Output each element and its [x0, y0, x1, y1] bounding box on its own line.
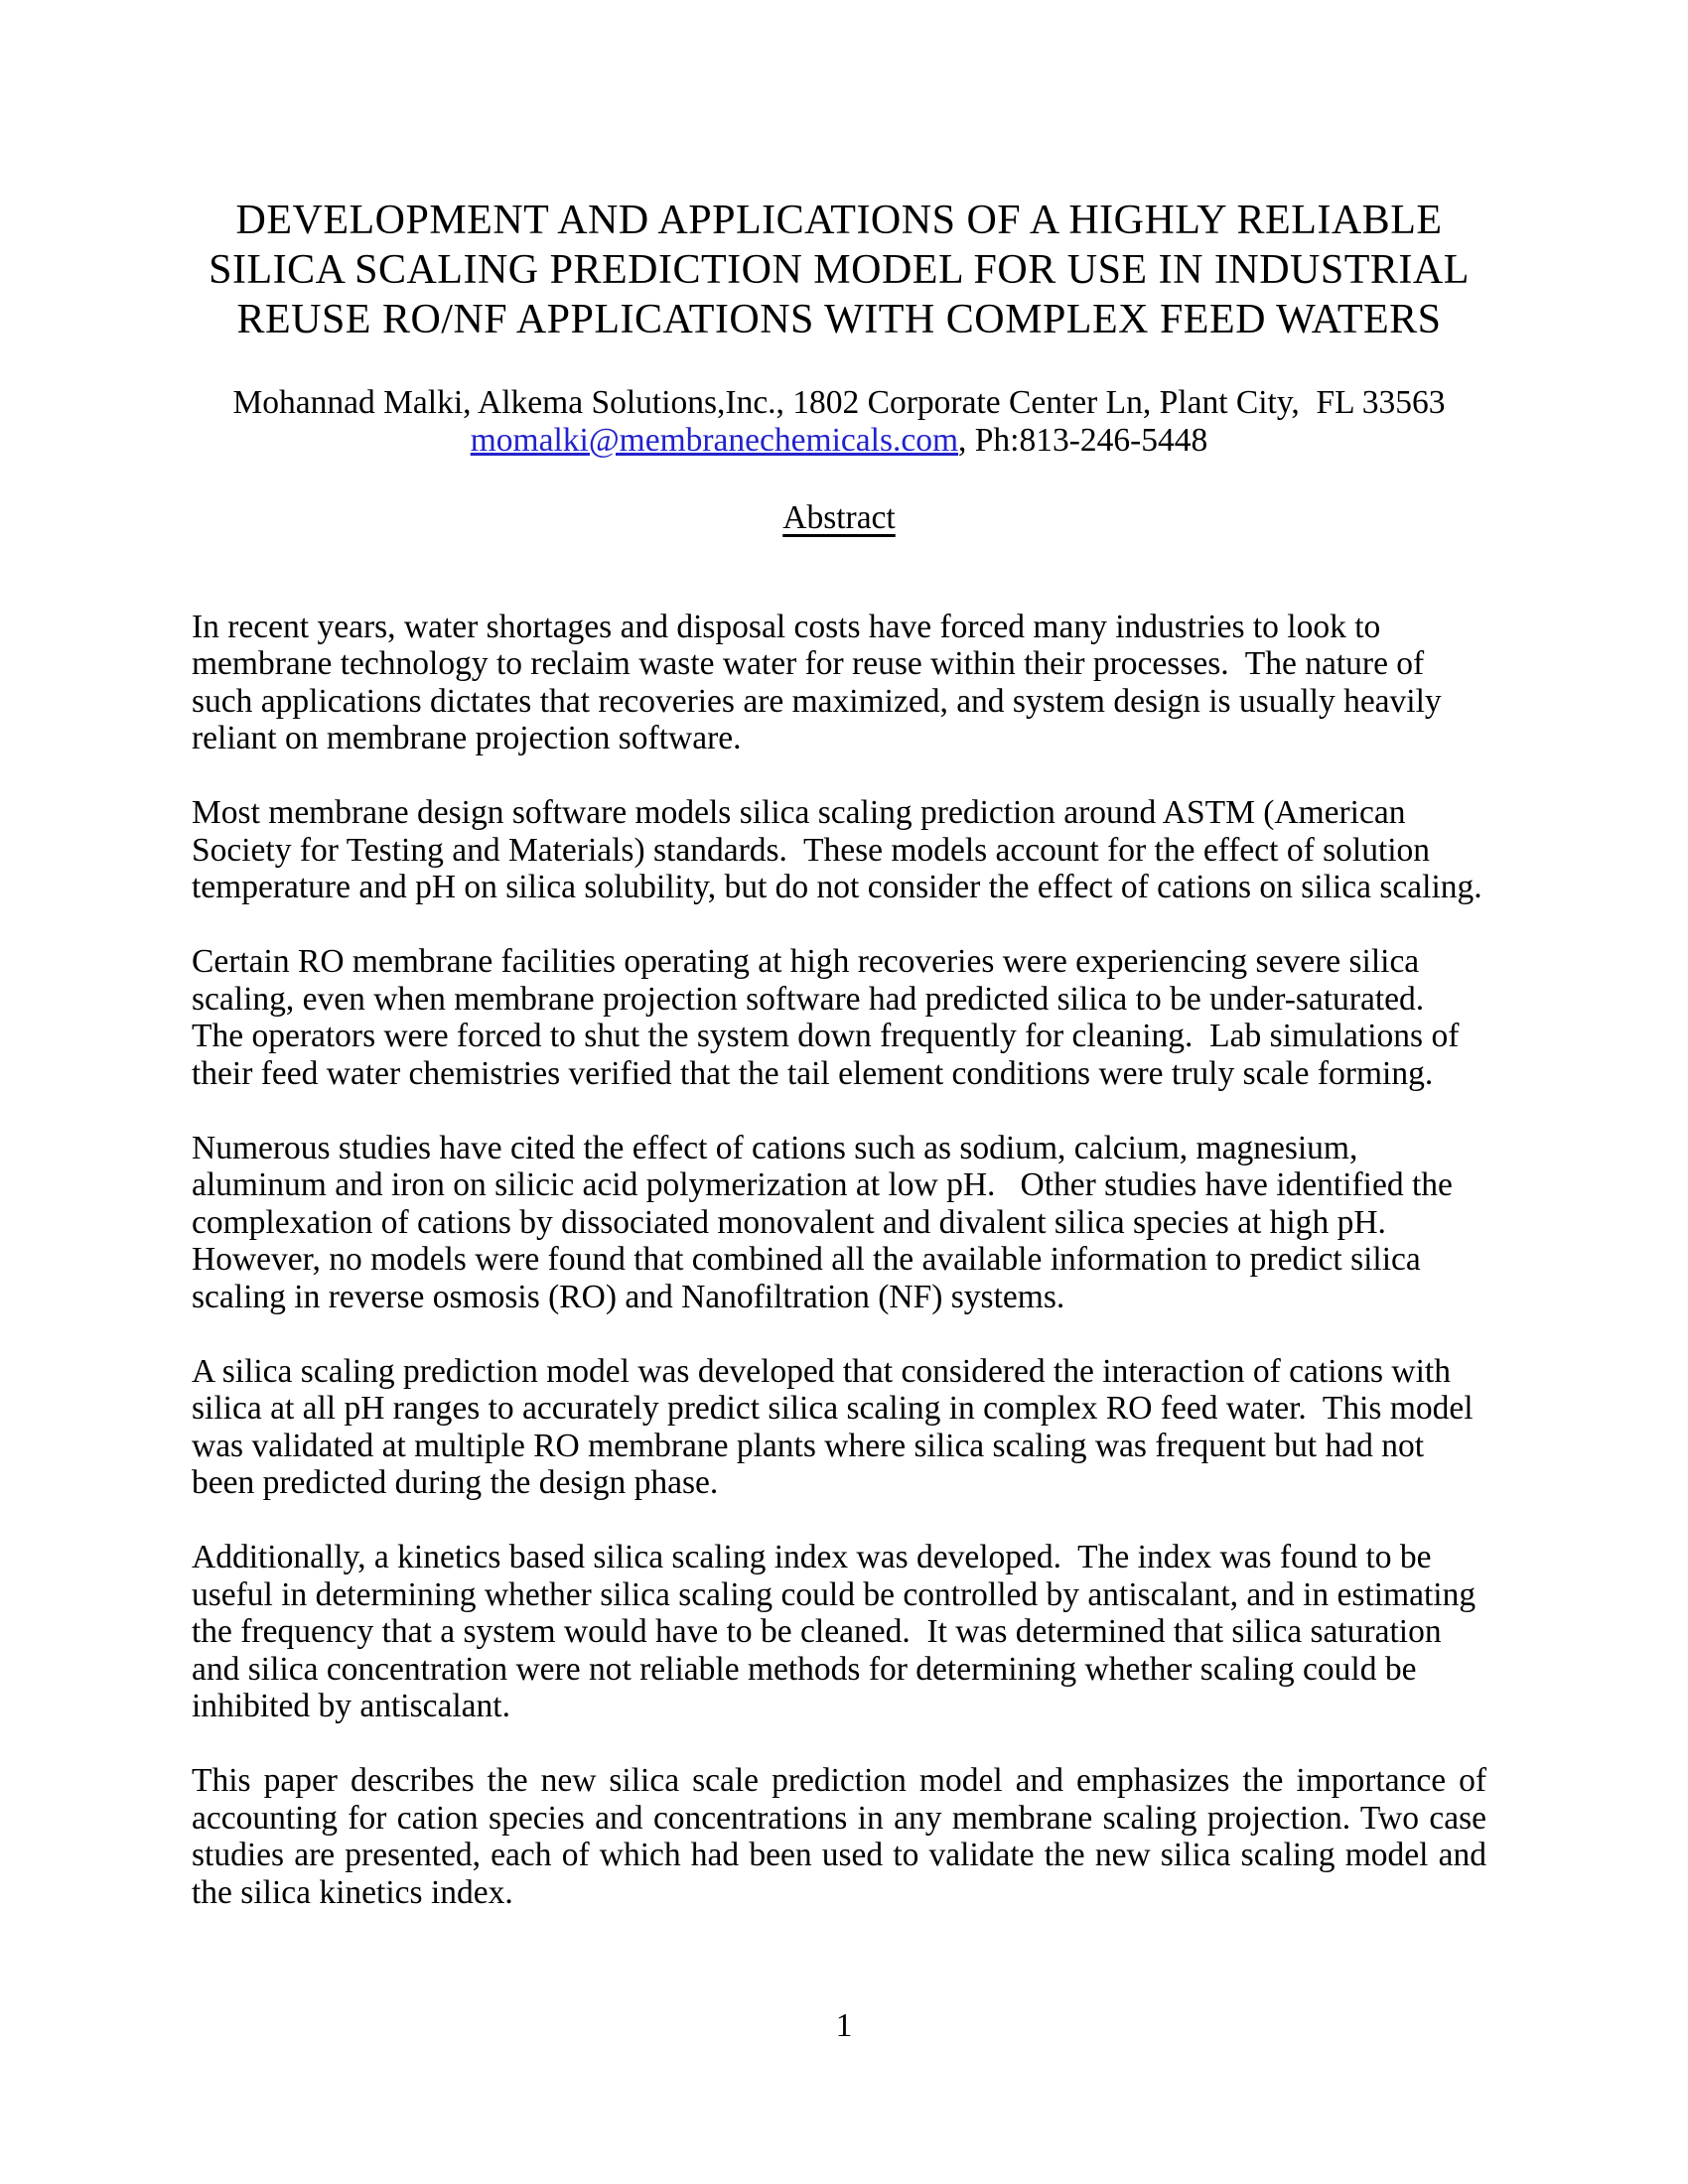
- body-line: scaling, even when membrane projection software had predicted silica to be under-saturated.: [192, 980, 1425, 1018]
- body-line: aluminum and iron on silicic acid polymerization at low pH. Other studies have identified the: [192, 1166, 1453, 1203]
- body-line: The operators were forced to shut the system down frequently for cleaning. Lab simulations of: [192, 1018, 1460, 1054]
- paper-title: [192, 196, 1486, 344]
- body-line: scaling in reverse osmosis (RO) and Nanofiltration (NF) systems.: [192, 1278, 1065, 1315]
- email-link[interactable]: momalki@membranechemicals.com: [470, 421, 959, 459]
- phone-text: , Ph:813-246-5448: [958, 421, 1208, 459]
- body-line: studies are presented, each of which had been used to validate the new silica scaling model and: [192, 1837, 1486, 1873]
- title-line: SILICA SCALING PREDICTION MODEL FOR USE IN INDUSTRIAL: [209, 247, 1470, 293]
- body-line: useful in determining whether silica scaling could be controlled by antiscalant, and in estimating: [192, 1575, 1477, 1613]
- paragraph: [192, 1539, 1486, 1725]
- abstract-heading: [192, 499, 1486, 537]
- title-line: REUSE RO/NF APPLICATIONS WITH COMPLEX FEED WATERS: [236, 297, 1442, 342]
- body-line: and silica concentration were not reliable methods for determining whether scaling could be: [192, 1650, 1417, 1688]
- body-line: temperature and pH on silica solubility, but do not consider the effect of cations on silica scaling.: [192, 869, 1482, 905]
- body-line: Numerous studies have cited the effect of cations such as sodium, calcium, magnesium,: [192, 1129, 1358, 1166]
- body-line: was validated at multiple RO membrane plants where silica scaling was frequent but had not: [192, 1427, 1425, 1464]
- page-number: 1: [835, 2007, 853, 2044]
- body-line: the silica kinetics index.: [192, 1873, 513, 1911]
- paragraph: [192, 1130, 1486, 1316]
- paragraph: [192, 1353, 1486, 1502]
- body-line: However, no models were found that combined all the available information to predict silica: [192, 1241, 1421, 1278]
- title-line: DEVELOPMENT AND APPLICATIONS OF A HIGHLY RELIABLE: [235, 198, 1443, 243]
- body-line: reliant on membrane projection software.: [192, 720, 742, 756]
- body-line: such applications dictates that recoveries are maximized, and system design is usually heavily: [192, 682, 1442, 720]
- body-line: Certain RO membrane facilities operating at high recoveries were experiencing severe silica: [192, 943, 1420, 980]
- body-line: the frequency that a system would have to be cleaned. It was determined that silica saturation: [192, 1613, 1442, 1650]
- body-line: Additionally, a kinetics based silica scaling index was developed. The index was found to be: [192, 1539, 1432, 1575]
- paragraph: [192, 1762, 1486, 1911]
- body-line: A silica scaling prediction model was developed that considered the interaction of cations with: [192, 1352, 1451, 1390]
- body-line: silica at all pH ranges to accurately predict silica scaling in complex RO feed water. This model: [192, 1390, 1474, 1427]
- body-line: membrane technology to reclaim waste water for reuse within their processes. The nature of: [192, 645, 1425, 682]
- body-line: been predicted during the design phase.: [192, 1464, 719, 1501]
- body-line: their feed water chemistries verified that the tail element conditions were truly scale forming.: [192, 1054, 1434, 1092]
- author-line: Mohannad Malki, Alkema Solutions,Inc., 1802 Corporate Center Ln, Plant City, FL 33563: [232, 384, 1446, 421]
- body-line: This paper describes the new silica scale prediction model and emphasizes the importance of: [192, 1762, 1486, 1799]
- body-line: Most membrane design software models silica scaling prediction around ASTM (American: [192, 794, 1406, 831]
- body-line: inhibited by antiscalant.: [192, 1688, 510, 1724]
- abstract-body: [192, 609, 1486, 1912]
- body-line: accounting for cation species and concentrations in any membrane scaling projection. Two case: [192, 1799, 1486, 1837]
- body-line: Society for Testing and Materials) standards. These models account for the effect of solution: [192, 831, 1431, 869]
- paragraph: [192, 943, 1486, 1092]
- paragraph: [192, 609, 1486, 757]
- body-line: complexation of cations by dissociated monovalent and divalent silica species at high pH.: [192, 1203, 1386, 1241]
- paragraph: [192, 794, 1486, 906]
- abstract-heading-text: Abstract: [782, 499, 896, 536]
- contact-line: [192, 422, 1486, 460]
- body-line: In recent years, water shortages and disposal costs have forced many industries to look to: [192, 608, 1381, 645]
- page-content: [192, 196, 1486, 1911]
